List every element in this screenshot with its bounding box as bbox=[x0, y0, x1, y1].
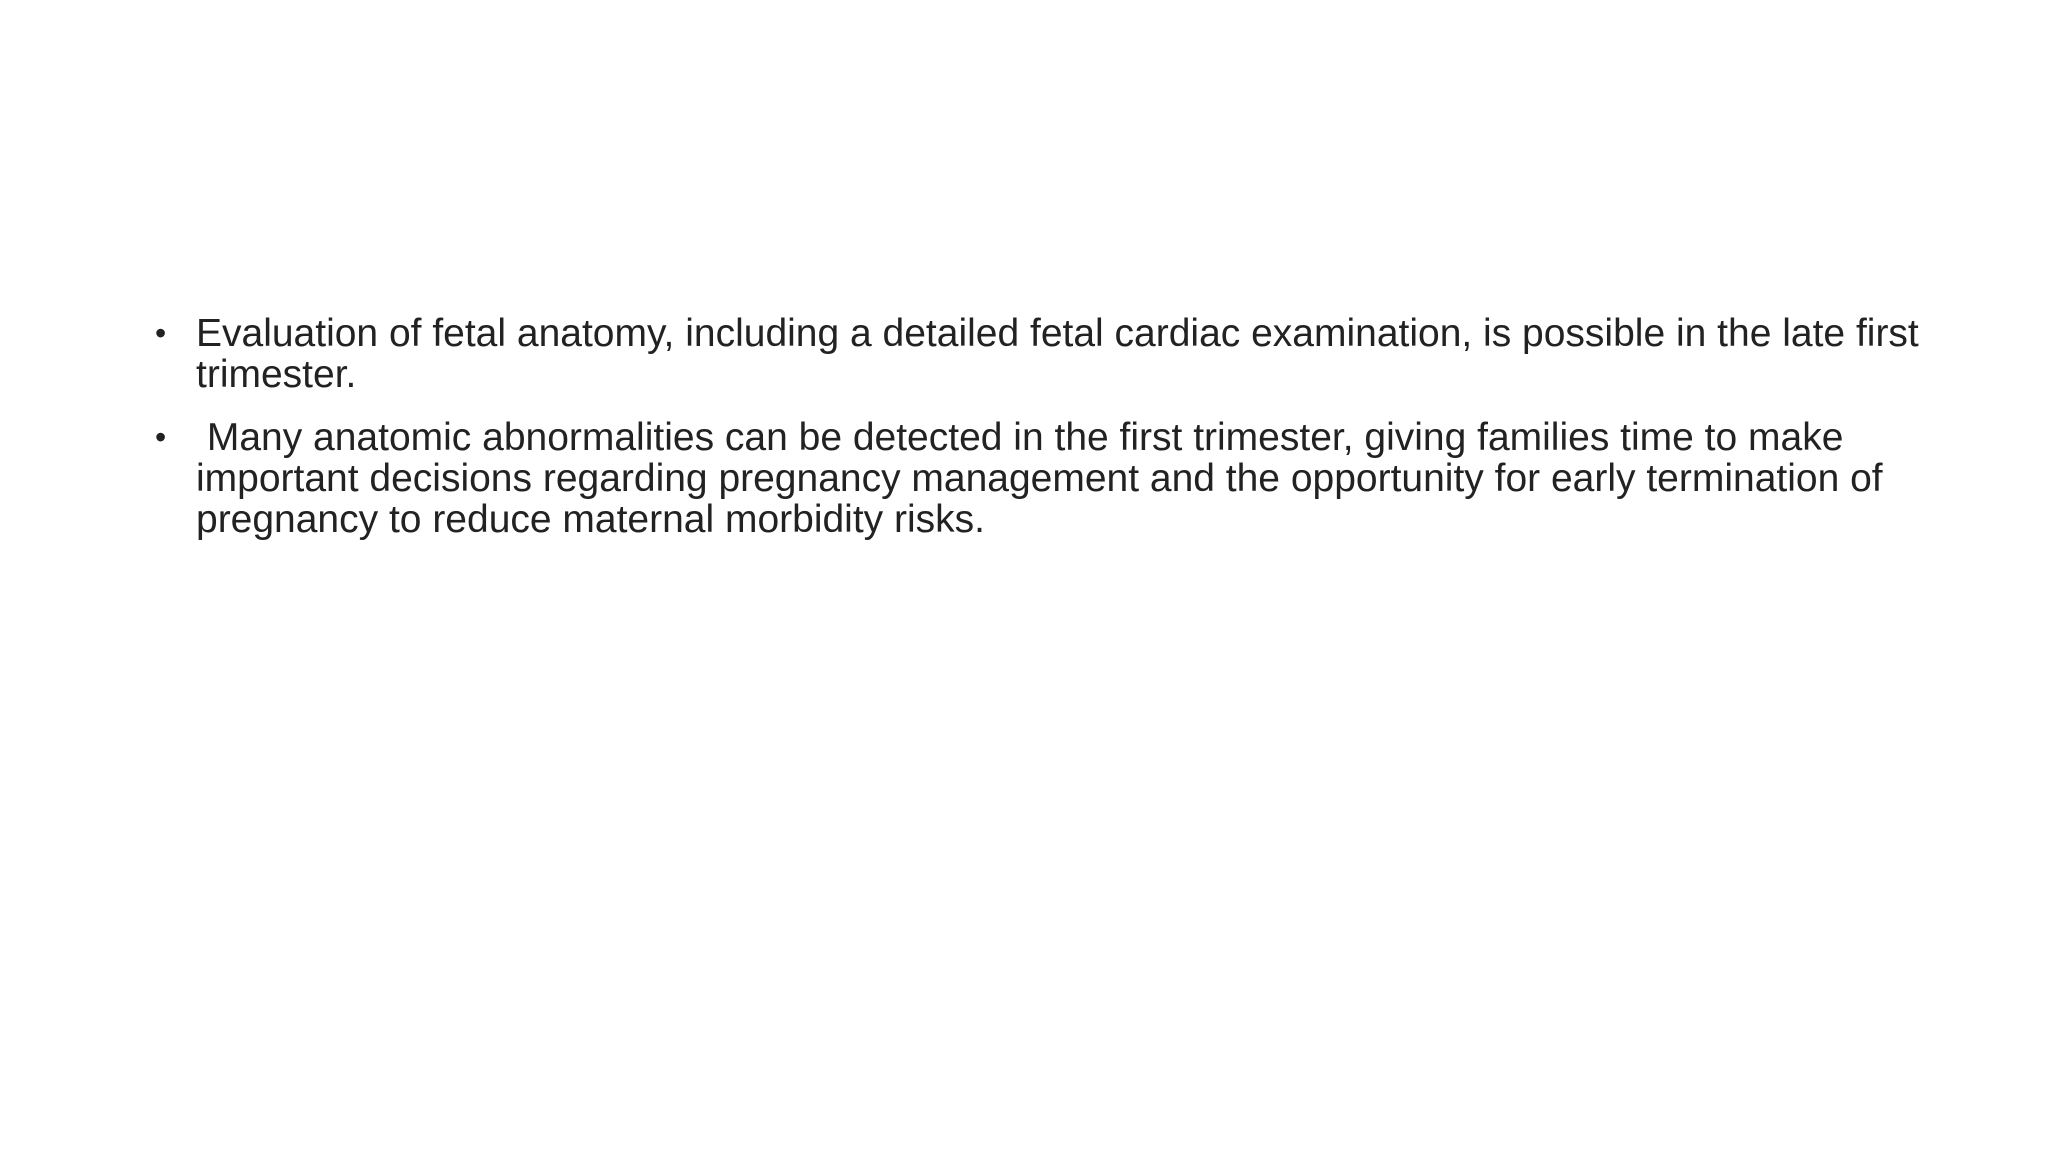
bullet-list bbox=[155, 313, 1935, 540]
bullet-icon: • bbox=[155, 315, 167, 351]
bullet-text: Evaluation of fetal anatomy, including a detailed fetal cardiac examination, is possible in the late first trimester. bbox=[196, 312, 1930, 396]
bullet-item bbox=[155, 417, 1935, 540]
bullet-icon: • bbox=[155, 419, 167, 455]
slide-body bbox=[155, 313, 1935, 562]
bullet-text: Many anatomic abnormalities can be detected in the first trimester, giving families time to make important decisions regarding pregnancy management and the opportunity for early termination of pregnancy to reduce maternal morbidity risks. bbox=[196, 416, 1894, 541]
bullet-item bbox=[155, 313, 1935, 395]
